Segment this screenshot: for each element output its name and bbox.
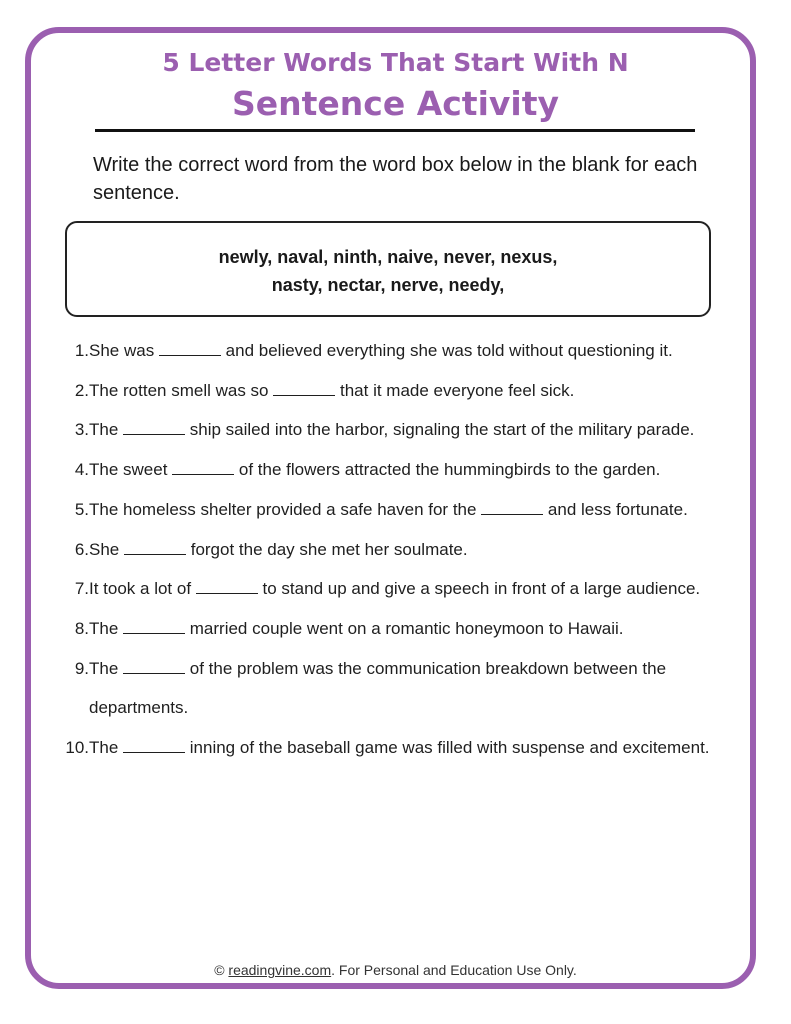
answer-blank[interactable]: [159, 341, 221, 356]
sentence-text: [89, 371, 740, 411]
sentence-item: [60, 450, 740, 490]
sentence-item: [60, 530, 740, 570]
sentence-text: [89, 410, 740, 450]
sentence-item: [60, 371, 740, 411]
answer-blank[interactable]: [123, 420, 185, 435]
sentence-after: married couple went on a romantic honeymoon to Hawaii.: [189, 618, 624, 638]
word-box: [65, 221, 711, 317]
sentence-item: [60, 728, 740, 768]
word-box-line-1: newly, naval, ninth, naive, never, nexus,: [218, 247, 558, 267]
sentence-before: The sweet: [89, 460, 168, 480]
sentence-item: [60, 609, 740, 649]
page-title: Sentence Activity: [231, 84, 560, 123]
sentence-number: 5.: [74, 499, 89, 519]
sentence-before: The homeless shelter provided a safe haven for the: [89, 499, 477, 519]
sentence-after: that it made everyone feel sick.: [339, 380, 575, 400]
sentence-text: [89, 450, 740, 490]
instructions: Write the correct word from the word box below in the blank for each sentence.: [93, 154, 698, 204]
answer-blank[interactable]: [481, 500, 543, 515]
sentence-after: of the flowers attracted the hummingbirds to the garden.: [238, 460, 661, 480]
sentence-text: [89, 490, 740, 530]
answer-blank[interactable]: [123, 659, 185, 674]
sentence-number: 4.: [74, 460, 89, 480]
sentence-before: She: [89, 539, 120, 559]
sentence-number: 9.: [74, 658, 89, 678]
copyright-symbol: ©: [214, 962, 225, 978]
word-box-line-2: nasty, nectar, nerve, needy,: [271, 275, 505, 295]
sentence-before: The rotten smell was so: [89, 380, 269, 400]
sentence-item: [60, 410, 740, 450]
sentence-after: and believed everything she was told without questioning it.: [225, 341, 673, 360]
sentence-before: The: [89, 618, 119, 638]
sentence-after: inning of the baseball game was filled with suspense and excitement.: [189, 738, 710, 758]
sentence-number: 1.: [74, 341, 89, 360]
sentence-number: 7.: [74, 579, 89, 599]
sentence-number: 10.: [65, 738, 89, 758]
answer-blank[interactable]: [124, 540, 186, 555]
title-divider: [95, 129, 695, 132]
sentence-item: [60, 490, 740, 530]
sentence-text: [89, 569, 740, 609]
site-link[interactable]: readingvine.com: [228, 962, 332, 978]
sentence-before: The: [89, 738, 119, 758]
sentence-number: 3.: [74, 420, 89, 440]
answer-blank[interactable]: [172, 460, 234, 475]
sentence-text: [89, 530, 740, 570]
sentence-text: [89, 331, 740, 371]
answer-blank[interactable]: [123, 619, 185, 634]
sentence-after: forgot the day she met her soulmate.: [190, 539, 468, 559]
sentence-number: 8.: [74, 618, 89, 638]
answer-blank[interactable]: [123, 738, 185, 753]
sentence-before: The: [89, 420, 119, 440]
answer-blank[interactable]: [196, 579, 258, 594]
sentence-list: [60, 331, 740, 768]
sentence-item: [60, 649, 740, 728]
sentence-number: 6.: [74, 539, 89, 559]
sentence-before: The: [89, 658, 119, 678]
sentence-before: She was: [89, 341, 155, 360]
answer-blank[interactable]: [273, 381, 335, 396]
sentence-before: It took a lot of: [89, 579, 192, 599]
footer: [0, 962, 791, 978]
footer-notice: . For Personal and Education Use Only.: [331, 962, 577, 978]
sentence-item: [60, 331, 740, 371]
sentence-text: [89, 649, 740, 728]
sentence-number: 2.: [74, 380, 89, 400]
sentence-after: to stand up and give a speech in front of a large audience.: [262, 579, 701, 599]
sentence-item: [60, 569, 740, 609]
sentence-text: [89, 609, 740, 649]
sentence-after: and less fortunate.: [547, 499, 688, 519]
sentence-after: of the problem was the communication breakdown between the departments.: [89, 658, 667, 718]
page-subtitle: 5 Letter Words That Start With N: [162, 48, 629, 77]
sentence-text: [89, 728, 740, 768]
sentence-after: ship sailed into the harbor, signaling the start of the military parade.: [189, 420, 695, 440]
